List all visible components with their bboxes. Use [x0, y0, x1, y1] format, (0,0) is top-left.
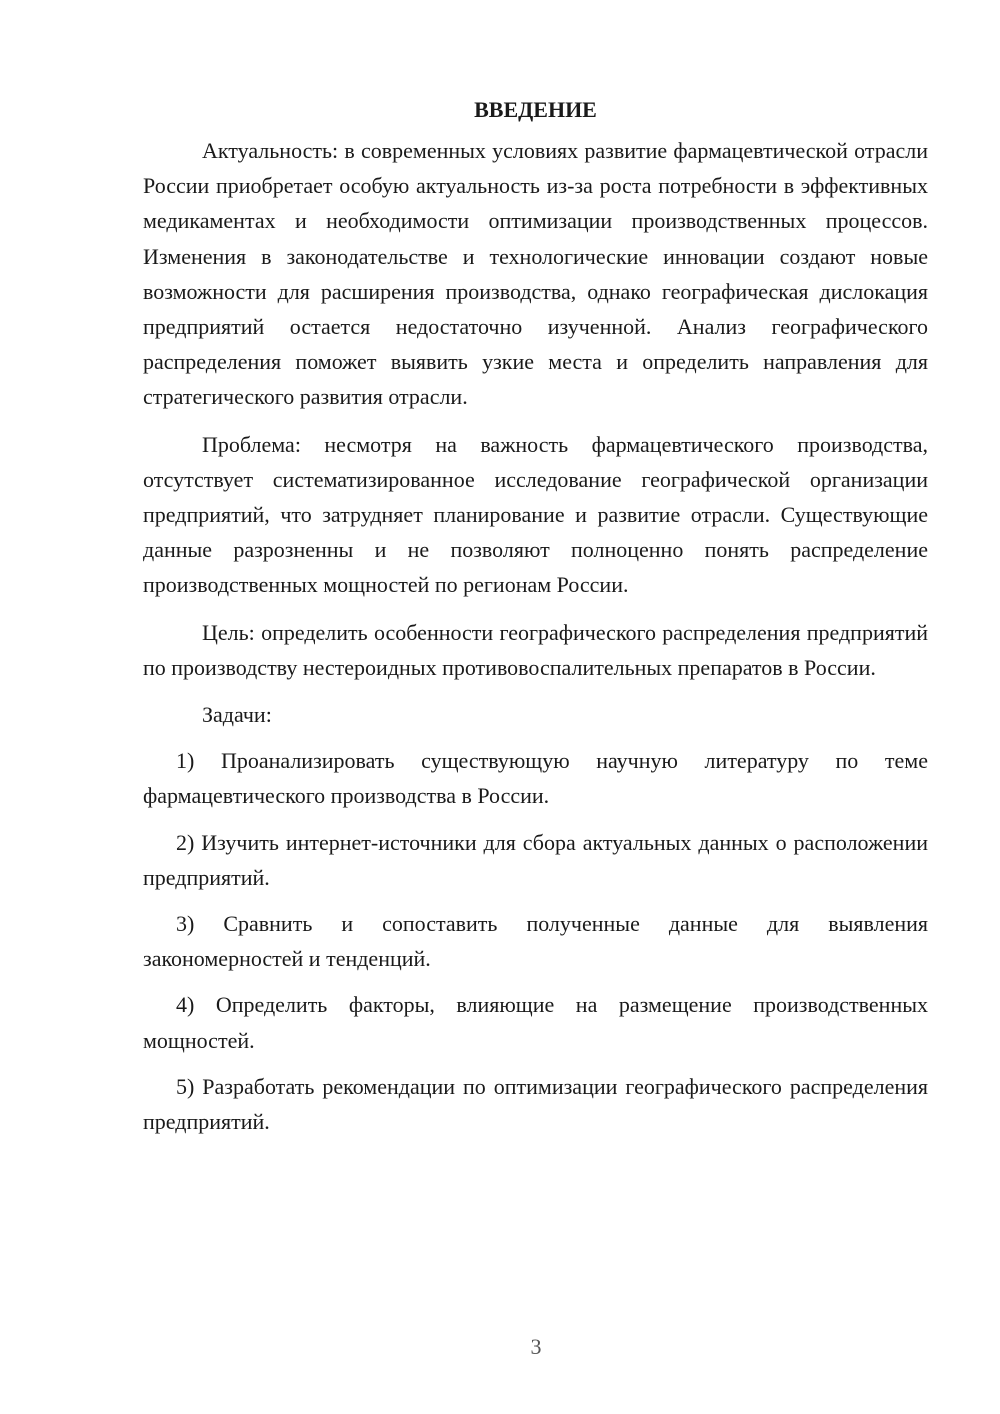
list-item: 1) Проанализировать существующую научную литературу по теме фармацевтического производства в России. — [143, 748, 928, 809]
page-number: 3 — [530, 1334, 542, 1359]
list-item: 4) Определить факторы, влияющие на размещение производственных мощностей. — [143, 992, 928, 1053]
list-item: 5) Разработать рекомендации по оптимизации географического распределения предприятий. — [143, 1073, 928, 1135]
tasks-list — [143, 743, 928, 1139]
paragraph-goal: Цель: определить особенности географического распределения предприятий по производству нестероидных противовоспалительных препаратов в России. — [143, 619, 928, 680]
page-title: ВВЕДЕНИЕ — [474, 97, 597, 122]
paragraph-relevance: Актуальность: в современных условиях развитие фармацевтической отрасли России приобретает особую актуальность из-за роста потребности в эффективных медикаментах и необходимости оптимизации производственных процессов. Изменения в законодательстве и технологические инновации создают новые возможности для расширения производства, однако географическая дислокация предприятий остается недостаточно изученной. Анализ географического распределения поможет выявить узкие места и определить направления для стратегического развития отрасли. — [143, 138, 928, 410]
list-item: 3) Сравнить и сопоставить полученные данные для выявления закономерностей и тенденций. — [143, 911, 928, 972]
tasks-heading: Задачи: — [202, 702, 272, 728]
page-content — [143, 92, 928, 1150]
paragraph-problem: Проблема: несмотря на важность фармацевтического производства, отсутствует систематизированное исследование географической организации предприятий, что затрудняет планирование и развитие отрасли. Существующие данные разрозненны и не позволяют полноценно понять распределение производственных мощностей по регионам России. — [143, 431, 928, 598]
list-item: 2) Изучить интернет-источники для сбора актуальных данных о расположении предприятий. — [143, 829, 928, 890]
